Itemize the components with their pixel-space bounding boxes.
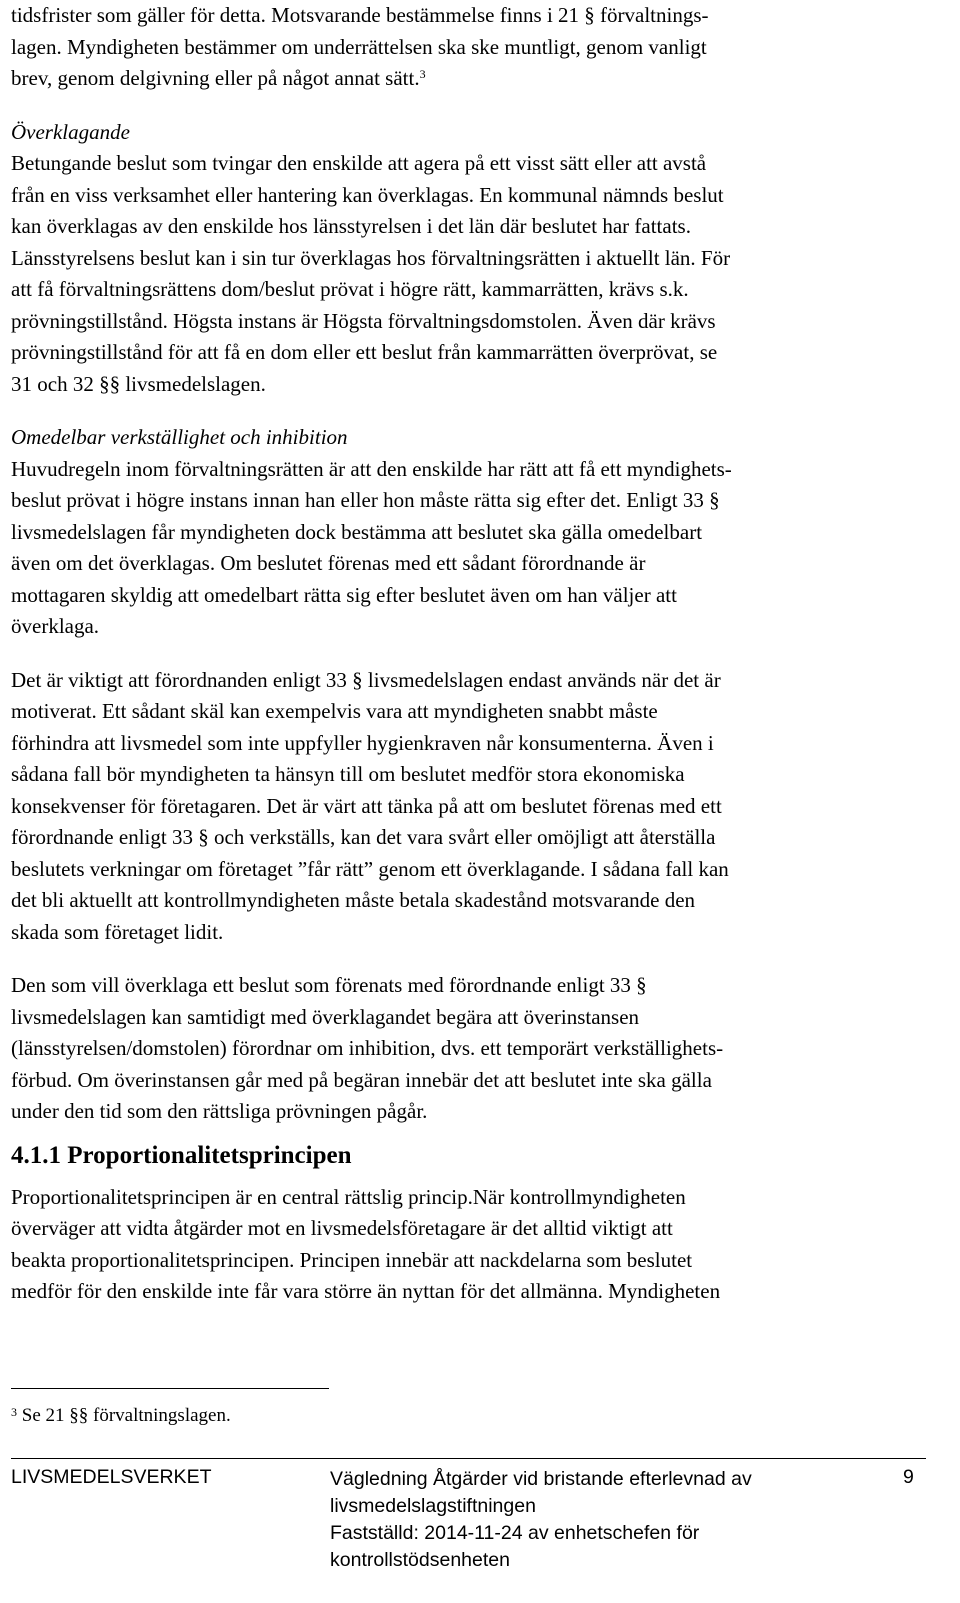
section-proportionalitet (11, 1138, 936, 1308)
text-line: lagen. Myndigheten bestämmer om underrättelsen ska ske muntligt, genom vanligt (11, 34, 707, 59)
text-line: livsmedelslagen får myndigheten dock bestämma att beslutet ska gälla omedelbart (11, 519, 703, 544)
text-line (11, 63, 936, 95)
text-line: Den som vill överklaga ett beslut som förenats med förordnande enligt 33 § (11, 973, 647, 997)
text-line: prövningstillstånd för att få en dom eller ett beslut från kammarrätten överprövat, se (11, 340, 718, 364)
text-line: medför för den enskilde inte får vara större än nyttan för det allmänna. Myndigheten (11, 1279, 721, 1303)
footer-title-line: Fastställd: 2014-11-24 av enhetschefen för (330, 1522, 700, 1544)
paragraph (11, 665, 936, 949)
text-line: prövningstillstånd. Högsta instans är Högsta förvaltningsdomstolen. Även där krävs (11, 308, 716, 333)
text-line: överklaga. (11, 614, 100, 638)
footer-title-line: Vägledning Åtgärder vid bristande efterlevnad av (330, 1468, 752, 1490)
text-line: under den tid som den rättsliga prövningen pågår. (11, 1099, 428, 1123)
text-line: beslutets verkningar om företaget ”får rätt” genom ett överklagande. I sådana fall kan (11, 856, 729, 881)
footer-separator (11, 1458, 926, 1459)
section-heading: 4.1.1 Proportionalitetsprincipen (11, 1141, 352, 1169)
page-number: 9 (903, 1466, 914, 1488)
footnote-reference[interactable]: 3 (419, 67, 426, 81)
footer-organization: LIVSMEDELSVERKET (11, 1466, 212, 1488)
text-line: förhindra att livsmedel som inte uppfyller hygienkraven når konsumenterna. Även i (11, 730, 714, 755)
footnote-separator (11, 1388, 329, 1389)
text-line: kan överklagas av den enskilde hos länsstyrelsen i det län där beslutet har fattats. (11, 214, 691, 238)
text-line: mottagaren skyldig att omedelbart rätta sig efter beslutet även om han väljer att (11, 582, 677, 607)
text-line: överväger att vidta åtgärder mot en livsmedelsföretagare är det alltid viktigt att (11, 1216, 673, 1240)
text-line: skada som företaget lidit. (11, 919, 224, 944)
text-line: förordnande enligt 33 § och verkställs, kan det vara svårt eller omöjligt att återställa (11, 825, 716, 849)
text-line: motiverat. Ett sådant skäl kan exempelvis vara att myndigheten snabbt måste (11, 699, 658, 723)
section-subheading: Omedelbar verkställighet och inhibition (11, 425, 348, 449)
text-line: Huvudregeln inom förvaltningsrätten är att den enskilde har rätt att få ett myndighets- (11, 456, 732, 481)
text-line: det bli aktuellt att kontrollmyndigheten måste betala skadestånd motsvarande den (11, 888, 696, 912)
text-line: beslut prövat i högre instans innan han eller hon måste rätta sig efter det. Enligt 33 § (11, 488, 720, 512)
text-line: tidsfrister som gäller för detta. Motsvarande bestämmelse finns i 21 § förvaltnings- (11, 3, 709, 27)
text-line: (länsstyrelsen/domstolen) förordnar om inhibition, dvs. ett temporärt verkställighets- (11, 1036, 724, 1060)
section-subheading: Överklagande (11, 119, 130, 144)
text-line-content: brev, genom delgivning eller på något annat sätt. (11, 66, 420, 90)
intro-paragraph (11, 0, 936, 95)
page-body (11, 0, 936, 1308)
text-line: även om det överklagas. Om beslutet förenas med ett sådant förordnande är (11, 551, 646, 575)
paragraph (11, 970, 936, 1128)
paragraph (11, 454, 936, 643)
footer-title-line: kontrollstödsenheten (330, 1549, 510, 1571)
text-line: att få förvaltningsrättens dom/beslut prövat i högre rätt, kammarrätten, krävs s.k. (11, 277, 689, 301)
footnote-text: Se 21 §§ förvaltningslagen. (21, 1405, 231, 1426)
text-line: livsmedelslagen kan samtidigt med överklagandet begära att överinstansen (11, 1004, 640, 1029)
footer-title-line: livsmedelslagstiftningen (330, 1495, 536, 1517)
text-line: 31 och 32 §§ livsmedelslagen. (11, 371, 266, 396)
text-line: Proportionalitetsprincipen är en central rättslig princip.När kontrollmyndigheten (11, 1184, 686, 1209)
text-line: förbud. Om överinstansen går med på begäran innebär det att beslutet inte ska gälla (11, 1067, 712, 1092)
text-line: Länsstyrelsens beslut kan i sin tur överklagas hos förvaltningsrätten i aktuellt län. För (11, 245, 731, 270)
text-line: Det är viktigt att förordnanden enligt 33 § livsmedelslagen endast används när det är (11, 667, 721, 692)
text-line: konsekvenser för företagaren. Det är värt att tänka på att om beslutet förenas med ett (11, 793, 722, 818)
text-line: Betungande beslut som tvingar den enskilde att agera på ett visst sätt eller att avstå (11, 151, 707, 175)
footnote (11, 1402, 231, 1430)
section-overklagande (11, 117, 936, 401)
text-line: beakta proportionalitetsprincipen. Principen innebär att nackdelarna som beslutet (11, 1247, 693, 1272)
section-verkstallighet (11, 422, 936, 1128)
text-line: från en viss verksamhet eller hantering kan överklagas. En kommunal nämnds beslut (11, 182, 724, 207)
text-line: sådana fall bör myndigheten ta hänsyn till om beslutet medför stora ekonomiska (11, 762, 685, 786)
footnote-number: 3 (11, 1405, 17, 1419)
footer-document-title (330, 1466, 752, 1574)
